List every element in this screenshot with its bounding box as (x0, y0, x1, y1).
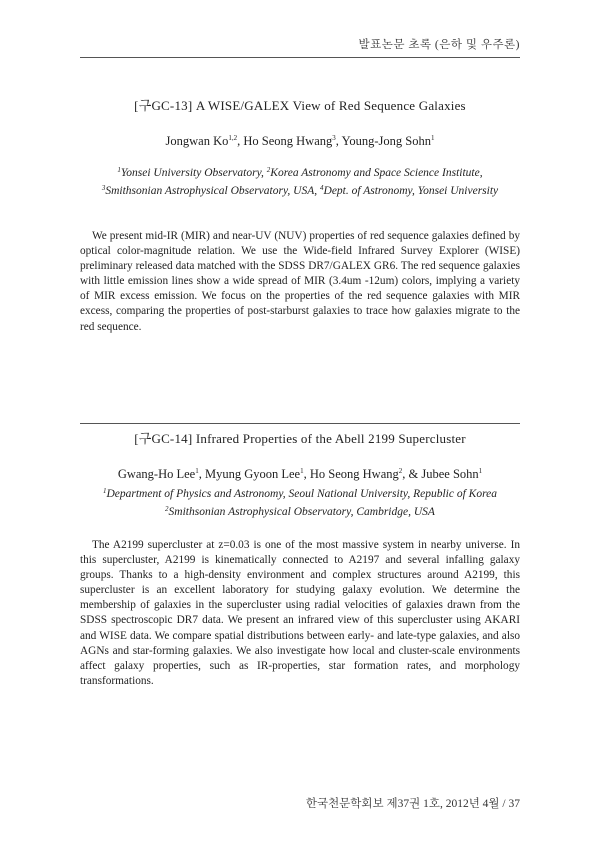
journal-footer: 한국천문학회보 제37권 1호, 2012년 4월 / 37 (305, 798, 520, 810)
section-divider (80, 423, 520, 424)
author-affiliation-mark: 1 (300, 467, 304, 475)
affiliation-line (80, 502, 520, 520)
author-affiliation-mark: 2 (398, 467, 403, 475)
paper-code: [구GC-14] (134, 431, 193, 446)
abstract: We present mid-IR (MIR) and near-UV (NUV) properties of red sequence galaxies defined by optical color-magnitude relation. We use the Wide-field Infrared Survey Explorer (WISE) preliminary released data matched with the SDSS DR7/GALEX GR6. The red sequence galaxies with little emission lines show a wide spread of MIR (3.4um -12um) colors, implying a variety of MIR excess emission. We focus on the properties of the red sequence galaxies with MIR excess, comparing the properties of post-starburst galaxies to trace how galaxies migrate to the red sequence. (80, 230, 520, 333)
abstract: The A2199 supercluster at z=0.03 is one of the most massive system in nearby universe. In this supercluster, A2199 is kinematically connected to A2197 and several infalling galaxy groups. Thanks to a high-density environment and complex structures around A2199, this supercluster is an excellent laboratory for studying galaxy evolution. We determine the membership of galaxies in the supercluster using radial velocities of galaxies drawn from the SDSS spectroscopic DR7 data. We present an infrared view of this supercluster using AKARI and WISE data. We compare spatial distributions between early- and late-type galaxies, and also AGNs and star-forming galaxies. We also investigate how local and cluster-scale environments affect galaxy properties, such as IR-properties, star formation rates, and morphology transformations. (80, 539, 520, 687)
affiliation-text: Yonsei University Observatory, (120, 167, 267, 179)
author-name: Jongwan Ko (165, 134, 229, 148)
author-name: Ho Seong Hwang (243, 134, 333, 148)
author-affiliation-mark: 1 (478, 467, 483, 475)
running-title: 발표논문 초록 (은하 및 우주론) (358, 39, 520, 51)
affiliation-line (80, 181, 520, 199)
author-name: Young-Jong Sohn (341, 134, 431, 148)
affiliation-number: 4 (320, 184, 324, 192)
affiliation-text: Dept. of Astronomy, Yonsei University (323, 185, 499, 197)
author-name: Ho Seong Hwang (309, 467, 399, 481)
affiliation-line (80, 163, 520, 181)
author-name: Gwang-Ho Lee (117, 467, 196, 481)
paper-title (80, 95, 520, 114)
affiliation-line (80, 484, 520, 502)
paper-title-text: A WISE/GALEX View of Red Sequence Galaxies (195, 98, 466, 113)
running-header (80, 33, 520, 58)
author-name: Jubee Sohn (421, 467, 479, 481)
author-affiliation-mark: 3 (332, 134, 336, 142)
paper-gc13 (80, 95, 520, 346)
author-affiliation-mark: 1,2 (228, 134, 238, 142)
affiliation-number: 3 (101, 184, 106, 192)
affiliation-number: 2 (266, 166, 271, 174)
affiliation-number: 2 (165, 505, 169, 513)
affiliation-text: Smithsonian Astrophysical Observatory, Cambridge, USA (168, 506, 435, 518)
affiliation-text: Department of Physics and Astronomy, Seoul National University, Republic of Korea (106, 488, 498, 500)
affiliations (80, 163, 520, 199)
affiliations (80, 484, 520, 520)
affiliation-text: Korea Astronomy and Space Science Institute, (270, 167, 483, 179)
affiliation-number: 1 (117, 166, 121, 174)
paper-code: [구GC-13] (134, 98, 193, 113)
author-affiliation-mark: 1 (430, 134, 435, 142)
author-list: Gwang-Ho Lee$^1$, Myung Gyoon Lee$^1$, Ho Seong Hwang$^2$, & Jubee Sohn$^1$ (117, 467, 483, 481)
author-affiliation-mark: 1 (195, 467, 199, 475)
affiliation-text: Smithsonian Astrophysical Observatory, USA, (105, 185, 321, 197)
paper-title (80, 428, 520, 447)
paper-gc14 (80, 428, 520, 700)
paper-title-text: Infrared Properties of the Abell 2199 Supercluster (195, 431, 466, 446)
affiliation-number: 1 (102, 487, 107, 495)
author-name: Myung Gyoon Lee (204, 467, 301, 481)
author-list: Jongwan Ko$^{1,2}$, Ho Seong Hwang$^3$, Young-Jong Sohn$^1$ (165, 134, 435, 148)
